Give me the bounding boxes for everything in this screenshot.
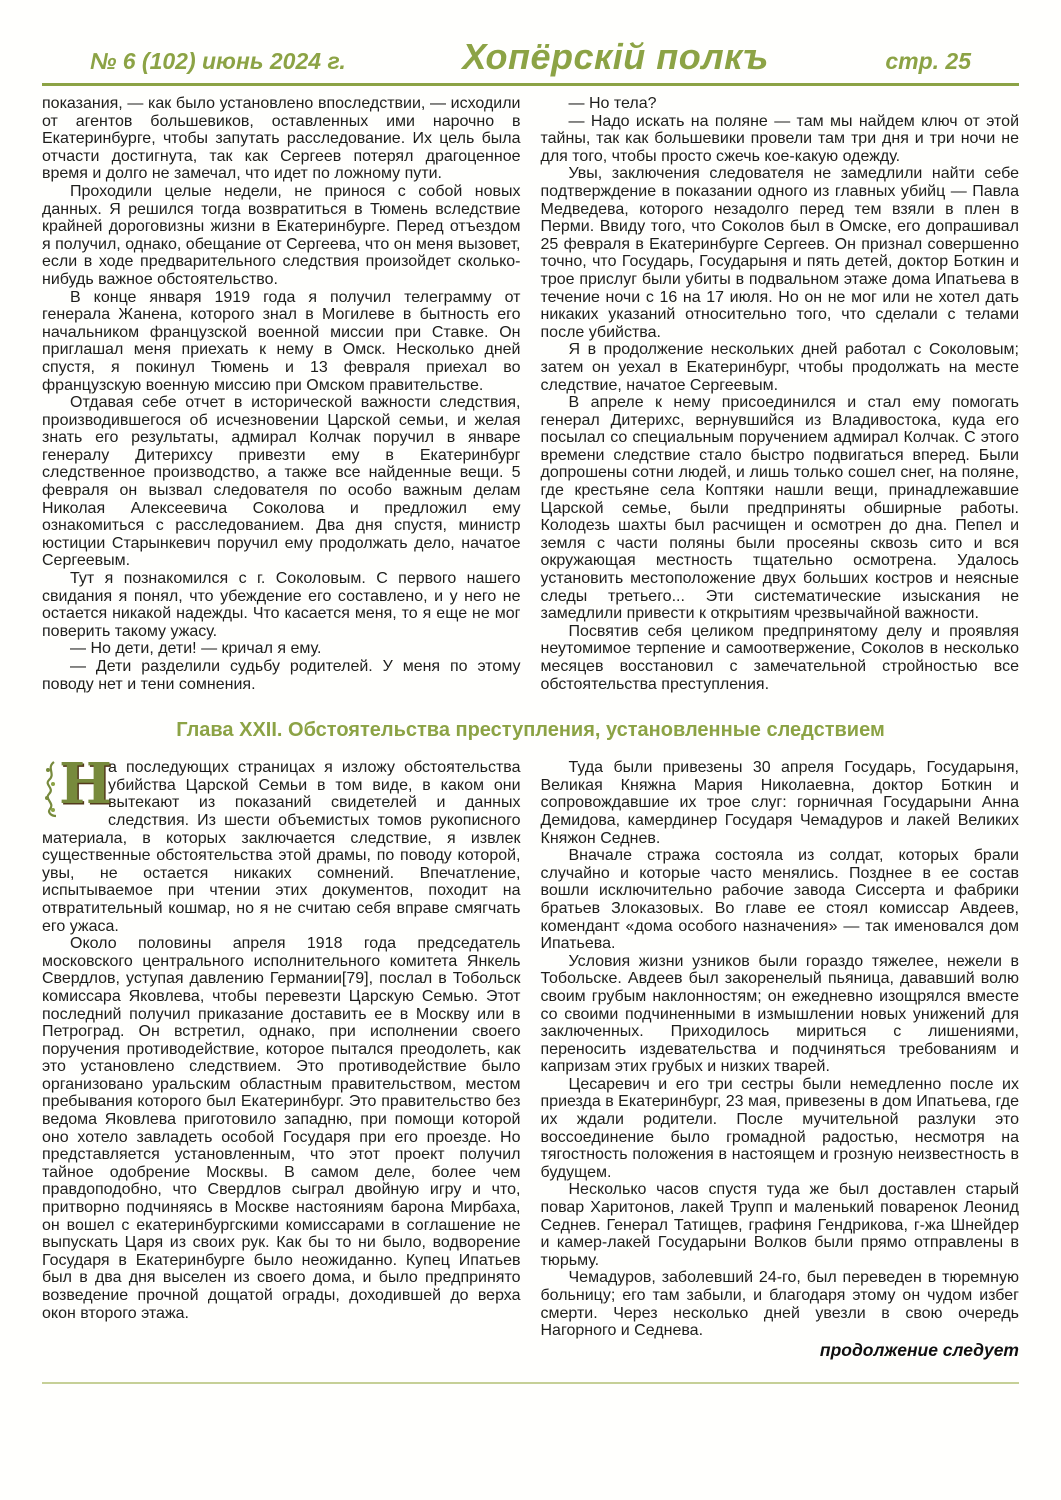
continuation-note: продолжение следует — [819, 1339, 1019, 1360]
footer-rule — [42, 1382, 1019, 1384]
dropcap-letter: Н — [59, 751, 112, 818]
paragraph: Я в продолжение нескольких дней работал с Соколовым; затем он уехал в Екатеринбург, чтобы продолжать на месте следствие, начатое Сергеевым. — [540, 341, 1019, 394]
paragraph: Увы, заключения следователя не замедлили найти себе подтверждение в показании одного из главных убийц — Павла Медведева, которого незадолго перед тем взяли в плен в Перми. Ввиду того, что Соколов был в Омске, его допрашивал 25 февраля в Екатеринбурге Сергеев. Он признал совершенно точно, что Государь, Государыня и пять детей, доктор Боткин и трое прислуг были убиты в подвальном этаже дома Ипатьева в течение ночи с 16 на 17 июля. Но он не мог или не хотел дать никаких указаний относительно того, что сделали с телами после убийства. — [540, 165, 1019, 341]
paragraph: показания, — как было установлено впоследствии, — исходили от агентов большевиков, оставленных ими нарочно в Екатеринбурге, чтобы запутать расследование. Их цель была отчасти достигнута, так как Сергеев потерял драгоценное время и долго не замечал, что идет по ложному пути. — [42, 95, 521, 183]
paragraph-with-dropcap — [42, 751, 521, 935]
paragraph: Тут я познакомился с г. Соколовым. С первого нашего свидания я понял, что убеждение его составлено, и у него не остается никакой надежды. Что касается меня, то я еще не мог поверить такому ужасу. — [42, 570, 521, 640]
paragraph: Посвятив себя целиком предпринятому делу и проявляя неутомимое терпение и самоотвержение, Соколов в несколько месяцев восстановил с замечательной стройностью все обстоятельства преступления. — [540, 622, 1019, 693]
chapter-heading: Глава XXII. Обстоятельства преступления, установленные следствием — [176, 719, 885, 742]
paragraph: В конце января 1919 года я получил телеграмму от генерала Жанена, которого знал в Могилеве в бытность его начальником французской военной миссии при Ставке. Он приглашал меня приехать к нему в Омск. Несколько дней спустя, я покинул Тюмень и 13 февраля приехал во французскую военную миссию при Омском правительстве. — [42, 288, 521, 394]
paragraph: Условия жизни узников были гораздо тяжелее, нежели в Тобольске. Авдеев был закоренелый пьяница, дававший волю своим грубым наклонностям; он ежедневно изощрялся вместе со своими подчиненными в измышлении новых унижений для заключенных. Приходилось мириться с лишениями, переносить издевательства и подчиняться требованиям и капризам этих грубых и низких тварей. — [540, 952, 1019, 1076]
paragraph: Несколько часов спустя туда же был доставлен старый повар Харитонов, лакей Трупп и маленький поваренок Леонид Седнев. Генерал Татищев, графиня Гендрикова, г-жа Шнейдер и камер-лакей Государыни Волков были прямо отправлены в тюрьму. — [540, 1181, 1019, 1269]
paragraph: — Дети разделили судьбу родителей. У меня по этому поводу нет и тени сомнения. — [42, 658, 521, 693]
article-section-top — [42, 95, 1019, 693]
paragraph: Цесаревич и его три сестры были немедленно после их приезда в Екатеринбург, 23 мая, привезены в дом Ипатьева, где их ждали родители. После мучительной разлуки это воссоединение было громадной радостью, несмотря на тягостность положения в настоящем и грозную неизвестность в будущем. — [540, 1075, 1020, 1181]
column-right — [541, 95, 1020, 693]
column-left — [42, 751, 521, 1361]
column-left — [42, 95, 521, 693]
paragraph: В апреле к нему присоединился и стал ему помогать генерал Дитерихс, вернувшийся из Владивостока, куда его посылал со специальным поручением адмирал Колчак. С этого времени следствие стало быстро подвигаться вперед. Были допрошены сотни людей, и лишь только сошел снег, на поляне, где крестьяне села Коптяки нашли вещи, принадлежавшие Царской семье, были предприняты обширные работы. Колодезь шахты был расчищен и осмотрен до дна. Пепел и земля с части поляны были просеяны сквозь сито и вся окружающая местность тщательно осмотрена. Удалось установить местоположение двух больших костров и неясные следы третьего... Эти систематические изыскания не замедлили привести к открытиям чрезвычайной важности. — [540, 394, 1019, 623]
paragraph: Отдавая себе отчет в исторической важности следствия, производившегося об исчезновении Царской семьи, и желая знать его результаты, адмирал Колчак поручил в январе генералу Дитерихсу привезти ему в Екатеринбург следственное производство, а также все найденные вещи. 5 февраля он вызвал следователя по особо важным делам Николая Алексеевича Соколова и предложил ему ознакомиться с расследованием. Два дня спустя, министр юстиции Старынкевич поручил ему продолжать дело, начатое Сергеевым. — [42, 394, 521, 570]
column-right — [541, 759, 1020, 1361]
paragraph: Туда были привезены 30 апреля Государь, Государыня, Великая Княжна Мария Николаевна, доктор Боткин и сопровождавшие их трое слуг: горничная Государыни Анна Демидова, камердинер Государя Чемадуров и лакей Великих Княжон Седнев. — [540, 759, 1019, 847]
newspaper-title: Хопёрскій полкъ — [462, 36, 769, 77]
masthead — [42, 30, 1019, 80]
paragraph: — Но тела? — [568, 95, 657, 112]
drop-cap — [42, 751, 112, 818]
paragraph-text: а последующих страницах я изложу обстоятельства убийства Царской Семьи в том виде, в каком они вытекают из показаний свидетелей и данных следствия. Из шести объемистых томов рукописного материала, в которых заключается следствие, я извлек существенные обстоятельства этой драмы, по поводу которой, увы, не остается никаких сомнений. Впечатление, испытываемое при чтении этих документов, походит на отвратительный кошмар, но я не считаю себя вправе смягчать его ужаса. — [42, 759, 521, 935]
paragraph: Вначале стража состояла из солдат, которых брали случайно и которые часто менялись. Позднее в ее состав вошли исключительно рабочие завода Сиссерта и фабрики братьев Злоказовых. Во главе ее стоял комиссар Авдеев, комендант «дома особого назначения» — так именовался дом Ипатьева. — [540, 847, 1019, 953]
header-rule — [42, 83, 1019, 86]
issue-label: № 6 (102) июнь 2024 г. — [90, 48, 346, 74]
paragraph: — Надо искать на поляне — там мы найдем ключ от этой тайны, так как большевики провели там три дня и три ночи не для того, чтобы просто сжечь кое-какую одежду. — [540, 112, 1019, 165]
paragraph: — Но дети, дети! — кричал я ему. — [70, 640, 322, 658]
paragraph: Чемадуров, заболевший 24-го, был переведен в тюремную больницу; его там забыли, и благодаря этому он чудом избег смерти. Через несколько дней увезли в свою очередь Нагорного и Седнева. — [540, 1269, 1019, 1340]
article-section-chapter — [42, 751, 1020, 1361]
paragraph: Проходили целые недели, не принося с собой новых данных. Я решился тогда возвратиться в Тюмень вследствие крайней дороговизны жизни в Екатеринбурге. Перед отъездом я получил, однако, обещание от Сергеева, что он меня вызовет, если в ходе предварительного следствия произойдет сколько-нибудь важное обстоятельство. — [42, 182, 521, 288]
page-number: стр. 25 — [885, 48, 971, 74]
paragraph: Около половины апреля 1918 года председатель московского центрального исполнительного комитета Янкель Свердлов, уступая давлению Германии[79], послал в Тобольск комиссара Яковлева, чтобы перевезти Царскую Семью. Этот последний получил приказание доставить ее в Москву или в Петроград. Он встретил, однако, при исполнении своего поручения противодействие, которое пытался преодолеть, как это установлено следствием. Это противодействие было организовано уральским областным правительством, местом пребывания которого был Екатеринбург. Это правительство без ведома Яковлева приготовило западню, при помощи которой оно хотело завладеть особой Государя при его проезде. Но представляется установленным, что этот проект получил тайное одобрение Москвы. В самом деле, более чем правдоподобно, что Свердлов сыграл двойную игру и что, притворно подчиняясь в Москве настояниям барона Мирбаха, он вошел с екатеринбургскими комиссарами в соглашение не выпускать Царя из своих рук. Как бы то ни было, водворение Государя в Екатеринбурге было неожиданно. Купец Ипатьев был в два дня выселен из своего дома, и было предпринято возведение прочной дощатой ограды, доходившей до верха окон второго этажа. — [42, 935, 521, 1322]
